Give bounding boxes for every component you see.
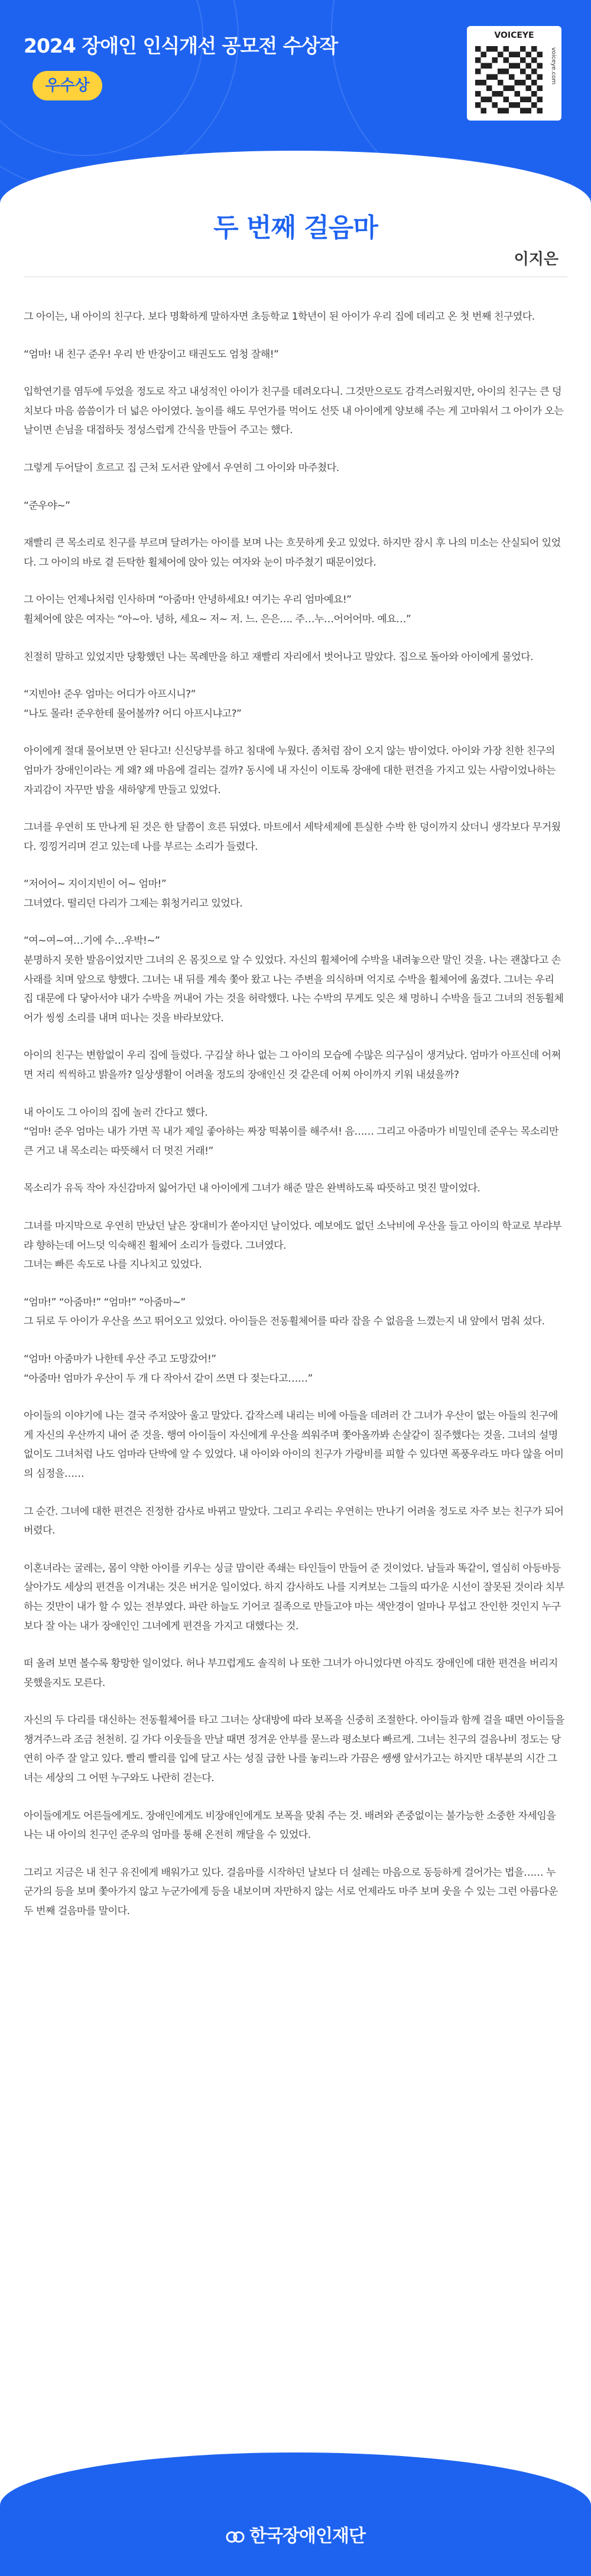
qr-side-label: voiceye.com [550, 47, 557, 85]
story-paragraph: 그녀를 마지막으로 우연히 만났던 날은 장대비가 쏟아지던 날이었다. 예보에도 없던 소낙비에 우산을 들고 아이의 학교로 부랴부랴 향하는데 어느덧 익숙해진 휠체어 소리가 들렸다. 그녀였다. 그녀는 빠른 속도로 나를 지나치고 있었다. [24, 1220, 561, 1271]
story-paragraph: “지빈아! 준우 엄마는 어디가 아프시니?” “나도 몰라! 준우한테 물어볼까? 어디 아프시냐고?” [24, 688, 242, 720]
story-author: 이지은 [514, 251, 558, 268]
story-paragraph: “준우야~” [24, 499, 70, 512]
story-paragraph: 그 아이는, 내 아이의 친구다. 보다 명확하게 말하자면 초등학교 1학년이 된 아이가 우리 집에 데리고 온 첫 번째 친구였다. [24, 311, 535, 323]
story-paragraph: 입학연기를 염두에 두었을 정도로 작고 내성적인 아이가 친구를 데려오다니. 그것만으로도 감격스러웠지만, 아이의 친구는 큰 덩치보다 마음 씀씀이가 더 넓은 아이였다. 놀이를 해도 무언가를 먹어도 선뜻 내 아이에게 양보해 주는 게 고마워서 그 아이가 오는 날이면 손님을 대접하듯 정성스럽게 간식을 만들어 주고는 했다. [24, 386, 564, 437]
story-paragraph: 그리고 지금은 내 친구 유진에게 배워가고 있다. 걸음마를 시작하던 날보다 더 설레는 마음으로 동등하게 걸어가는 법을…… 누군가의 등을 보며 쫓아가지 않고 누군가에게 등을 내보이며 자만하지 않는 서로 언제라도 마주 보며 웃을 수 있는 그런 아름다운 두 번째 걸음마를 말이다. [24, 1866, 558, 1918]
footer-band [0, 2452, 591, 2576]
story-paragraph: 아이의 친구는 변함없이 우리 집에 들렀다. 구김살 하나 없는 그 아이의 모습에 수많은 의구심이 생겨났다. 엄마가 아프신데 어쩌면 저리 씩씩하고 밝을까? 일상생활이 어려울 정도의 장애인신 것 같은데 어찌 아이까지 키워 내셨을까? [24, 1050, 561, 1081]
story-body [24, 307, 564, 1940]
story-paragraph: 내 아이도 그 아이의 집에 놀러 간다고 했다. “엄마! 준우 엄마는 내가 가면 꼭 내가 제일 좋아하는 짜장 떡볶이를 해주셔! 음…… 그리고 아줌마가 비밀인데 준우는 목소리만 큰 거고 내 목소리는 따뜻해서 더 멋진 거래!” [24, 1106, 558, 1157]
story-paragraph: 그 순간. 그녀에 대한 편견은 진정한 감사로 바뀌고 말았다. 그리고 우리는 우연히는 만나기 어려울 정도로 자주 보는 친구가 되어 버렸다. [24, 1505, 564, 1537]
story-paragraph: 아이들에게도 어른들에게도. 장애인에게도 비장애인에게도 보폭을 맞춰 주는 것. 배려와 존중없이는 불가능한 소중한 자세임을 나는 내 아이의 친구인 준우의 엄마를 통해 온전히 깨달을 수 있었다. [24, 1810, 556, 1841]
story-paragraph: 이혼녀라는 굴레는, 몸이 약한 아이를 키우는 싱글 맘이란 족쇄는 타인들이 만들어 준 것이었다. 남들과 똑같이, 열심히 아등바등 살아가도 세상의 편견을 이겨내는 것은 버거운 일이었다. 하지 감사하도 나를 지켜보는 그들의 따가운 시선이 잘못된 것이라 치부하는 것만이 내가 할 수 있는 전부였다. 파란 하늘도 기어코 질족으로 만들고야 마는 색안경이 얼마나 무섭고 잔인한 것인지 누구보다 잘 아는 내가 장애인인 그녀에게 편견을 가지고 대했다는 것. [24, 1562, 564, 1632]
qr-label: VOICEYE [494, 31, 534, 40]
foundation-logo-icon [226, 2528, 246, 2546]
foundation-logo [0, 2521, 591, 2547]
story-paragraph: 아이들의 이야기에 나는 결국 주저앉아 울고 말았다. 갑작스레 내리는 비에 아들을 데려러 간 그녀가 우산이 없는 아들의 친구에게 자신의 우산까지 내어 준 것을. 행여 아이들이 자신에게 우산을 씌워주며 쫓아올까봐 손살같이 질주했다는 것을. 그녀의 설명 없이도 그녀처럼 나도 엄마라 단박에 알 수 있었다. 내 아이와 아이의 친구가 가랑비를 피할 수 있다면 폭풍우라도 마다 않을 어미의 심정을…… [24, 1410, 564, 1480]
story-paragraph: “엄마! 아줌마가 나한테 우산 주고 도망갔어!” “아줌마! 엄마가 우산이 두 개 다 작아서 같이 쓰면 다 젖는다고……” [24, 1353, 313, 1385]
story-paragraph: 그렇게 두어달이 흐르고 집 근처 도서관 앞에서 우연히 그 아이와 마주쳤다. [24, 462, 339, 474]
story-paragraph: 그 아이는 언제나처럼 인사하며 “아줌마! 안녕하세요! 여기는 우리 엄마예요!” 휠체어에 앉은 여자는 “아~아. 녕하, 세요~ 저~ 저. 느. 은은…. 주…누…어어어마. 예요…” [24, 594, 411, 625]
story-paragraph: 친절히 말하고 있었지만 당황했던 나는 목례만을 하고 재빨리 자리에서 벗어나고 말았다. 집으로 돌아와 아이에게 물었다. [24, 651, 533, 663]
story-paragraph: 아이에게 절대 물어보면 안 된다고! 신신당부를 하고 침대에 누웠다. 좀처럼 잠이 오지 않는 밤이었다. 아이와 가장 친한 친구의 엄마가 장애인이라는 게 왜? 왜 마음에 걸리는 걸까? 동시에 내 자신이 이토록 장애에 대한 편견을 가지고 있는 사람이었나하는 자괴감이 자꾸만 밤을 새하얗게 만들고 있었다. [24, 745, 556, 796]
award-badge: 우수상 [33, 71, 102, 100]
story-paragraph: “엄마! 내 친구 준우! 우리 반 반장이고 태권도도 엄청 잘해!” [24, 348, 279, 360]
story-title: 두 번째 걸음마 [213, 213, 378, 243]
story-paragraph: “여~여~여…기에 수…우박!~” 분명하지 못한 발음이었지만 그녀의 온 몸짓으로 알 수 있었다. 자신의 휠체어에 수박을 내려놓으란 말인 것을. 나는 괜찮다고 손사래를 치며 앞으로 향했다. 그녀는 내 뒤를 계속 쫓아 왔고 나는 주변을 의식하며 억지로 수박을 휠체어에 옮겼다. 그녀는 우리 집 대문에 다 닿아서야 내가 수박을 꺼내어 가는 것을 허락했다. 나는 수박의 무게도 잊은 채 멍하니 수박을 들고 그녀의 전동휠체어가 씽씽 소리를 내며 떠나는 것을 바라보았다. [24, 935, 564, 1024]
story-paragraph: 목소리가 유독 작아 자신감마저 잃어가던 내 아이에게 그녀가 해준 말은 완벽하도록 따뜻하고 멋진 말이었다. [24, 1183, 480, 1195]
award-title: 2024 장애인 인식개선 공모전 수상작 [24, 34, 338, 57]
story-paragraph: 재빨리 큰 목소리로 친구를 부르며 달려가는 아이를 보며 나는 흐뭇하게 웃고 있었다. 하지만 잠시 후 나의 미소는 산실되어 있었다. 그 아이의 바로 곁 든탁한 휠체어에 앉아 있는 여자와 눈이 마주쳤기 때문이었다. [24, 537, 561, 569]
story-paragraph: 떠 올려 보면 볼수록 황망한 일이었다. 허나 부끄럽게도 솔직히 나 또한 그녀가 아니었다면 아직도 장애인에 대한 편견을 버리지 못했을지도 모른다. [24, 1658, 558, 1689]
story-paragraph: 그녀를 우연히 또 만나게 된 것은 한 달쯤이 흐른 뒤였다. 마트에서 세탁세제에 튼실한 수박 한 덩이까지 샀더니 생각보다 무거웠다. 낑낑거리며 걷고 있는데 나를 부르는 소리가 들렸다. [24, 821, 561, 853]
story-paragraph: “저어어~ 지이지빈이 어~ 엄마!” 그녀였다. 떨리던 다리가 그제는 휘청거리고 있었다. [24, 878, 243, 909]
story-paragraph: “엄마!” “아줌마!” “엄마!” “아줌마~” 그 뒤로 두 아이가 우산을 쓰고 뛰어오고 있었다. 아이들은 전동휠체어를 따라 잡을 수 없음을 느꼈는지 내 앞에서 멈춰 섰다. [24, 1296, 545, 1328]
foundation-logo-text: 한국장애인재단 [249, 2526, 365, 2546]
voiceye-qr-code[interactable] [467, 26, 561, 121]
qr-code-icon [475, 46, 543, 113]
story-paragraph: 자신의 두 다리를 대신하는 전동휠체어를 타고 그녀는 상대방에 따라 보폭을 신중히 조절한다. 아이들과 함께 걸을 때면 아이들을 챙겨주느라 조금 천천히. 길 가다 이웃들을 만날 때면 정겨운 안부를 묻느라 평소보다 빠르게. 그녀는 친구의 걸음나비 정도는 당연히 아주 잘 알고 있다. 빨리 빨리를 입에 달고 사는 성질 급한 나를 놓리느라 가끔은 쌩쌩 앞서가고는 하지만 대부분의 시간 그녀는 세상의 그 어떤 누구와도 나란히 걷는다. [24, 1714, 564, 1785]
